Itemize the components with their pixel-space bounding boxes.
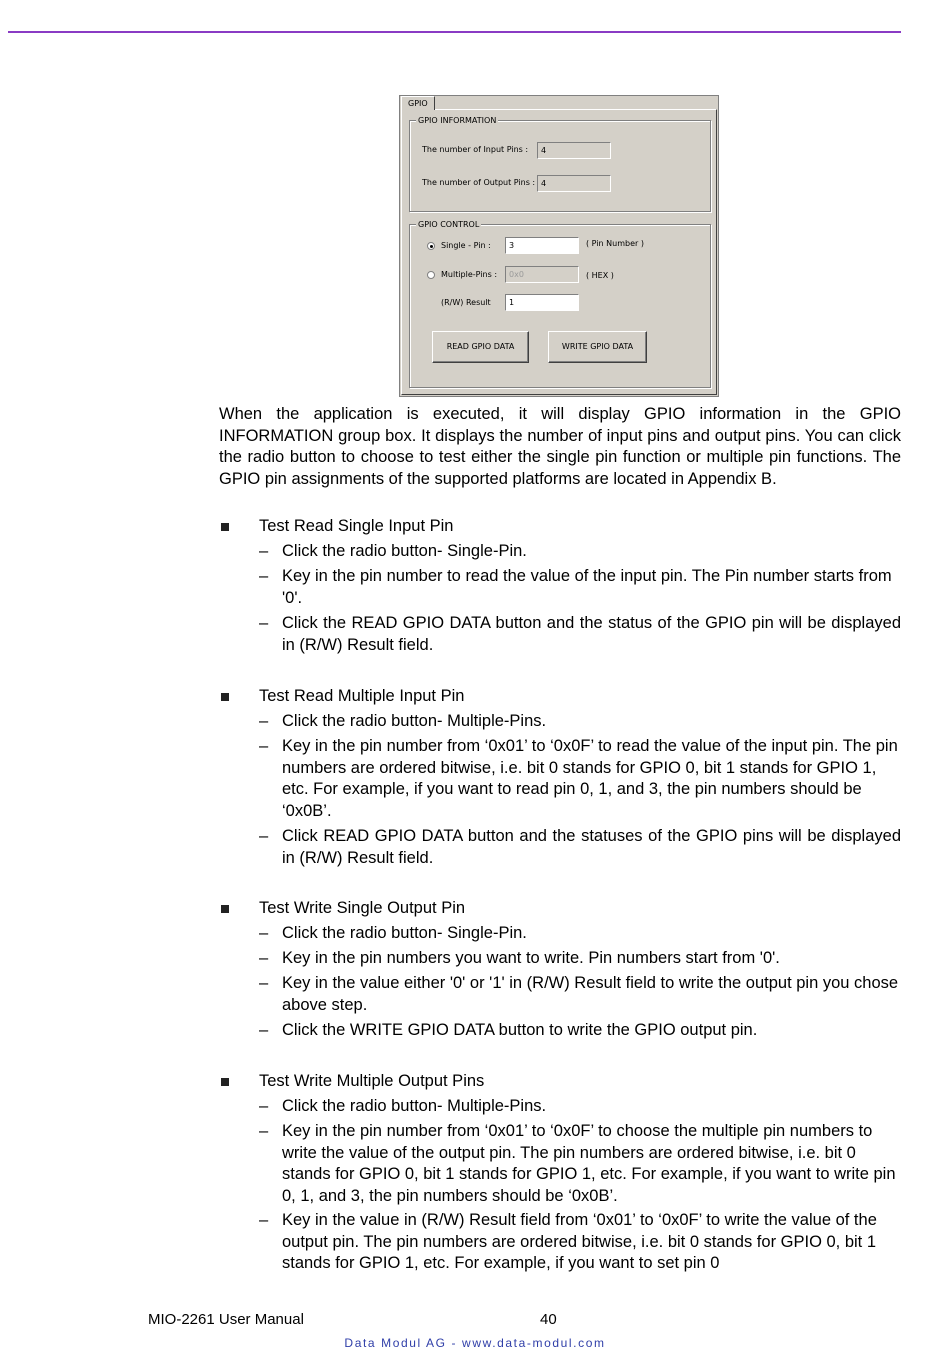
dash-marker: – bbox=[259, 1097, 269, 1115]
section-title: Test Write Single Output Pin bbox=[259, 899, 466, 917]
multiple-pins-field[interactable]: 0x0 bbox=[505, 266, 579, 283]
step-text: Click the WRITE GPIO DATA button to write the GPIO output pin. bbox=[282, 1021, 758, 1039]
gpio-dialog-screenshot bbox=[399, 95, 719, 397]
step-text: Key in the value in (R/W) Result field from ‘0x01’ to ‘0x0F’ to write the value of the output pin. The pin numbers are ordered bitwise, i.e. bit 0 stands for GPIO 0, bit 1 stands for GPIO 1, etc. For example, if you want to set pin 0 bbox=[282, 1211, 877, 1273]
read-gpio-data-button[interactable]: READ GPIO DATA bbox=[432, 331, 529, 363]
gpio-information-title: GPIO INFORMATION bbox=[418, 116, 497, 125]
step-text: Click READ GPIO DATA button and the statuses of the GPIO pins will be displayed in (R/W) Result field. bbox=[282, 827, 901, 867]
step-text: Click the READ GPIO DATA button and the status of the GPIO pin will be displayed in (R/W) Result field. bbox=[282, 614, 901, 654]
footer-company: Data Modul AG - www.data-modul.com bbox=[344, 1336, 606, 1350]
step-text: Key in the value either '0' or '1' in (R/W) Result field to write the output pin you chose above step. bbox=[282, 974, 899, 1014]
section-title: Test Write Multiple Output Pins bbox=[259, 1072, 485, 1090]
gpio-tab-panel bbox=[401, 109, 717, 395]
step-text: Key in the pin number from ‘0x01’ to ‘0x0F’ to choose the multiple pin numbers to write the value of the output pin. The pin numbers are ordered bitwise, i.e. bit 0 stands for GPIO 0, bit 1 stands for GPIO 1, etc. For example, if you want to write pin 0, 1, and 3, the pin numbers should be ‘0x0B’. bbox=[282, 1122, 896, 1206]
intro-paragraph: When the application is executed, it will display GPIO information in the GPIO INFORMATION group box. It displays the number of input pins and output pins. You can click the radio button to choose to test either the single pin function or multiple pin functions. The GPIO pin assignments of the supported platforms are located in Appendix B. bbox=[219, 405, 901, 489]
step-text: Key in the pin number from ‘0x01’ to ‘0x0F’ to read the value of the input pin. The pin numbers are ordered bitwise, i.e. bit 0 stands for GPIO 0, bit 1 stands for GPIO 1, etc. For example, if you want to read pin 0, 1, and 3, the pin numbers should be ‘0x0B’. bbox=[282, 737, 898, 821]
section-title: Test Read Multiple Input Pin bbox=[259, 687, 465, 705]
multiple-pins-radio[interactable] bbox=[427, 271, 435, 279]
dash-marker: – bbox=[259, 1021, 269, 1039]
dash-marker: – bbox=[259, 614, 269, 632]
tab-gpio[interactable]: GPIO bbox=[401, 96, 435, 110]
section-title: Test Read Single Input Pin bbox=[259, 517, 454, 535]
dash-marker: – bbox=[259, 712, 269, 730]
square-bullet-icon bbox=[221, 1078, 229, 1086]
header-rule bbox=[8, 31, 901, 33]
output-pins-field: 4 bbox=[537, 175, 611, 192]
pin-number-hint: ( Pin Number ) bbox=[586, 239, 644, 248]
dash-marker: – bbox=[259, 827, 269, 845]
footer-manual-title: MIO-2261 User Manual bbox=[148, 1311, 304, 1328]
output-pins-label: The number of Output Pins : bbox=[422, 178, 536, 187]
step-text: Key in the pin numbers you want to write. Pin numbers start from '0'. bbox=[282, 949, 780, 967]
square-bullet-icon bbox=[221, 905, 229, 913]
step-text: Click the radio button- Single-Pin. bbox=[282, 924, 527, 942]
dash-marker: – bbox=[259, 974, 269, 992]
gpio-information-group bbox=[409, 116, 711, 212]
result-field[interactable]: 1 bbox=[505, 294, 579, 311]
dash-marker: – bbox=[259, 542, 269, 560]
single-pin-radio[interactable] bbox=[427, 242, 435, 250]
input-pins-field: 4 bbox=[537, 142, 611, 159]
step-text: Key in the pin number to read the value of the input pin. The Pin number starts from '0'. bbox=[282, 567, 892, 607]
step-text: Click the radio button- Multiple-Pins. bbox=[282, 712, 547, 730]
input-pins-label: The number of Input Pins : bbox=[422, 145, 529, 154]
result-label: (R/W) Result bbox=[441, 298, 491, 307]
single-pin-field[interactable]: 3 bbox=[505, 237, 579, 254]
dash-marker: – bbox=[259, 737, 269, 755]
dash-marker: – bbox=[259, 1122, 269, 1140]
gpio-control-group bbox=[409, 220, 711, 388]
dash-marker: – bbox=[259, 949, 269, 967]
dash-marker: – bbox=[259, 567, 269, 585]
dash-marker: – bbox=[259, 1211, 269, 1229]
single-pin-label: Single - Pin : bbox=[441, 241, 491, 250]
write-gpio-data-button[interactable]: WRITE GPIO DATA bbox=[548, 331, 647, 363]
square-bullet-icon bbox=[221, 693, 229, 701]
multiple-pins-label: Multiple-Pins : bbox=[441, 270, 498, 279]
square-bullet-icon bbox=[221, 523, 229, 531]
hex-hint: ( HEX ) bbox=[586, 271, 614, 280]
step-text: Click the radio button- Single-Pin. bbox=[282, 542, 527, 560]
dash-marker: – bbox=[259, 924, 269, 942]
step-text: Click the radio button- Multiple-Pins. bbox=[282, 1097, 547, 1115]
gpio-control-title: GPIO CONTROL bbox=[418, 220, 480, 229]
footer-page-number: 40 bbox=[540, 1311, 557, 1328]
